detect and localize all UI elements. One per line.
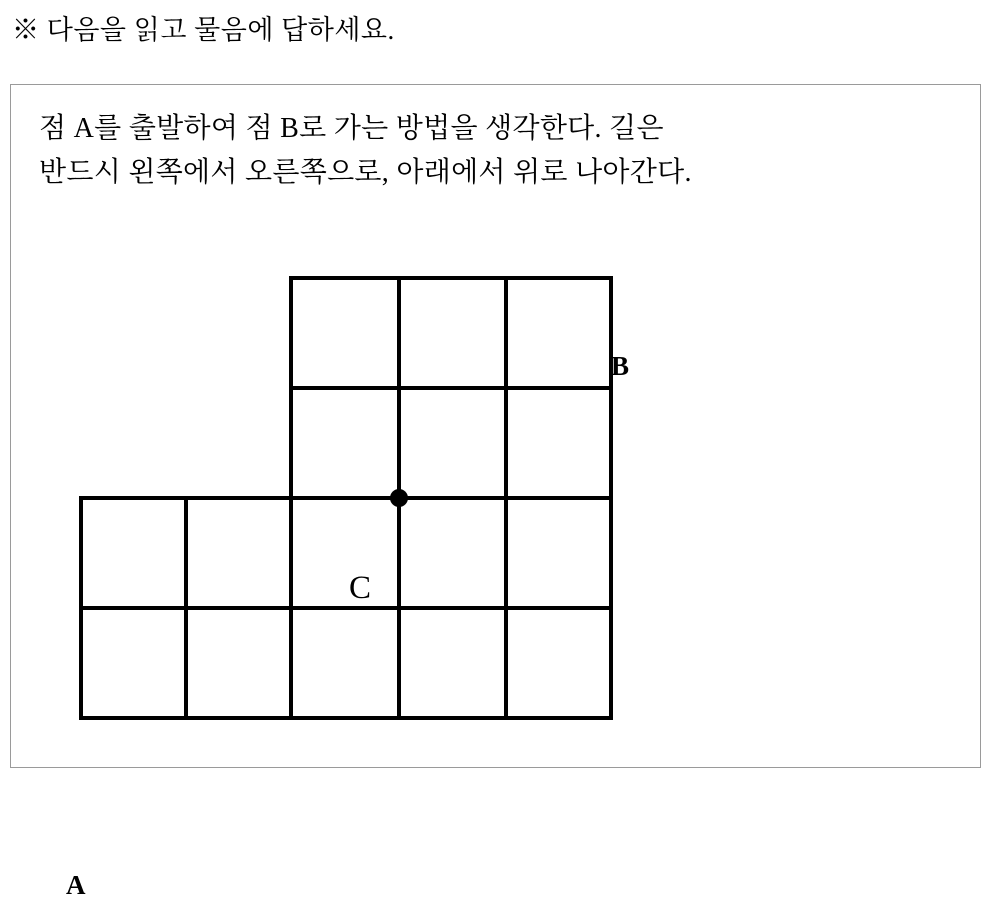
problem-stem <box>39 107 949 195</box>
point-c-dot <box>390 489 408 507</box>
problem-stem-line-2: 반드시 왼쪽에서 오른쪽으로, 아래에서 위로 나아간다. <box>39 157 692 189</box>
problem-stem-line-1: 점 A를 출발하여 점 B로 가는 방법을 생각한다. 길은 <box>39 113 664 144</box>
grid-diagram <box>51 253 671 813</box>
problem-box <box>10 84 981 900</box>
label-point-c: C <box>349 570 372 606</box>
figure-container <box>11 253 980 900</box>
instruction-text: ※ 다음을 읽고 물음에 답하세요. <box>12 15 395 45</box>
label-point-a: A <box>66 870 86 900</box>
label-point-b: B <box>611 351 630 381</box>
